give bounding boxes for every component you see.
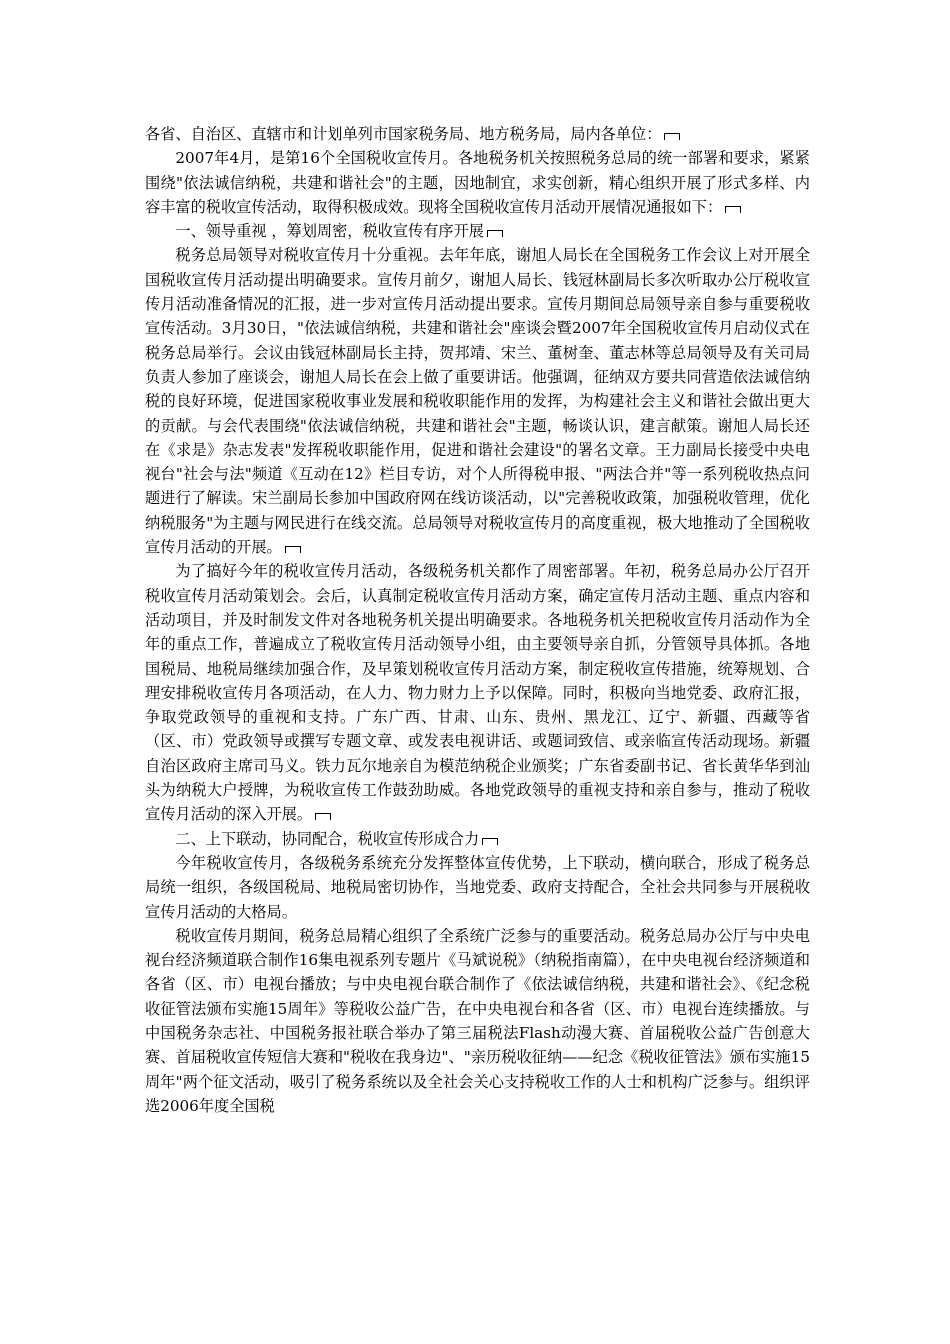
paragraph-mark-icon <box>725 206 741 213</box>
section-heading-2: 二、上下联动，协同配合，税收宣传形成合力 <box>145 827 810 851</box>
paragraph-mark-icon <box>315 813 331 820</box>
body-paragraph: 为了搞好今年的税收宣传月活动，各级税务机关都作了周密部署。年初，税务总局办公厅召开税收宣传月活动策划会。会后，认真制定税收宣传月活动方案，确定宣传月活动主题、重点内容和活动项目，并及时制发文件对各地税务机关提出明确要求。各地税务机关把税收宣传月活动作为全年的重点工作，普遍成立了税收宣传月活动领导小组，由主要领导亲自抓，分管领导具体抓。各地国税局、地税局继续加强合作，及早策划税收宣传月活动方案，制定税收宣传措施，统筹规划、合理安排税收宣传月各项活动，在人力、物力财力上予以保障。同时，积极向当地党委、政府汇报，争取党政领导的重视和支持。广东广西、甘肃、山东、贵州、黑龙江、辽宁、新疆、西藏等省（区、市）党政领导或撰写专题文章、或发表电视讲话、或题词致信、或亲临宣传活动现场。新疆自治区政府主席司马义。铁力瓦尔地亲自为模范纳税企业颁奖；广东省委副书记、省长黄华华到汕头为纳税大户授牌，为税收宣传工作鼓劲助威。各地党政领导的重视支持和亲自参与，推动了税收宣传月活动的深入开展。 <box>145 562 810 824</box>
paragraph-mark-icon <box>487 230 503 237</box>
salutation-paragraph: 各省、自治区、直辖市和计划单列市国家税务局、地方税务局，局内各单位： <box>145 122 810 146</box>
body-paragraph: 税收宣传月期间，税务总局精心组织了全系统广泛参与的重要活动。税务总局办公厅与中央电视台经济频道联合制作16集电视系列专题片《马斌说税》（纳税指南篇），在中央电视台经济频道和各省（区、市）电视台播放；与中央电视台联合制作了《依法诚信纳税，共建和谐社会》、《纪念税收征管法颁布实施15周年》等税收公益广告，在中央电视台和各省（区、市）电视台连续播放。与中国税务杂志社、中国税务报社联合举办了第三届税法Flash动漫大赛、首届税收公益广告创意大赛、首届税收宣传短信大赛和"税收在我身边"、"亲历税收征纳——纪念《税收征管法》颁布实施15周年"两个征文活动，吸引了税务系统以及全社会关心支持税收工作的人士和机构广泛参与。组织评选2006年度全国税 <box>145 926 810 1115</box>
paragraph-mark-icon <box>285 546 301 553</box>
paragraph-mark-icon <box>482 838 498 845</box>
body-paragraph: 今年税收宣传月，各级税务系统充分发挥整体宣传优势，上下联动，横向联合，形成了税务总局统一组织，各级国税局、地税局密切协作，当地党委、政府支持配合，全社会共同参与开展税收宣传月活动的大格局。 <box>145 853 810 921</box>
section-heading-1: 一、领导重视 ，筹划周密，税收宣传有序开展 <box>145 219 810 243</box>
intro-paragraph: 2007年4月，是第16个全国税收宣传月。各地税务机关按照税务总局的统一部署和要求，紧紧围绕"依法诚信纳税，共建和谐社会"的主题，因地制宜，求实创新，精心组织开展了形式多样、内容丰富的税收宣传活动，取得积极成效。现将全国税收宣传月活动开展情况通报如下： <box>145 149 810 216</box>
body-paragraph: 税务总局领导对税收宣传月十分重视。去年年底，谢旭人局长在全国税务工作会议上对开展全国税收宣传月活动提出明确要求。宣传月前夕，谢旭人局长、钱冠林副局长多次听取办公厅税收宣传月活动准备情况的汇报，进一步对宣传月活动提出要求。宣传月期间总局领导亲自参与重要税收宣传活动。3月30日，"依法诚信纳税，共建和谐社会"座谈会暨2007年全国税收宣传月启动仪式在税务总局举行。会议由钱冠林副局长主持，贺邦靖、宋兰、董树奎、董志林等总局领导及有关司局负责人参加了座谈会，谢旭人局长在会上做了重要讲话。他强调，征纳双方要共同营造依法诚信纳税的良好环境，促进国家税收事业发展和税收职能作用的发挥，为构建社会主义和谐社会做出更大的贡献。与会代表围绕"依法诚信纳税，共建和谐社会"主题，畅谈认识，建言献策。谢旭人局长还在《求是》杂志发表"发挥税收职能作用，促进和谐社会建设"的署名文章。王力副局长接受中央电视台"社会与法"频道《互动在12》栏目专访，对个人所得税申报、"两法合并"等一系列税收热点问题进行了解读。宋兰副局长参加中国政府网在线访谈活动，以"完善税收政策，加强税收管理，优化纳税服务"为主题与网民进行在线交流。总局领导对税收宣传月的高度重视，极大地推动了全国税收宣传月活动的开展。 <box>145 246 810 557</box>
document-body <box>145 122 810 1118</box>
paragraph-mark-icon <box>664 133 680 140</box>
